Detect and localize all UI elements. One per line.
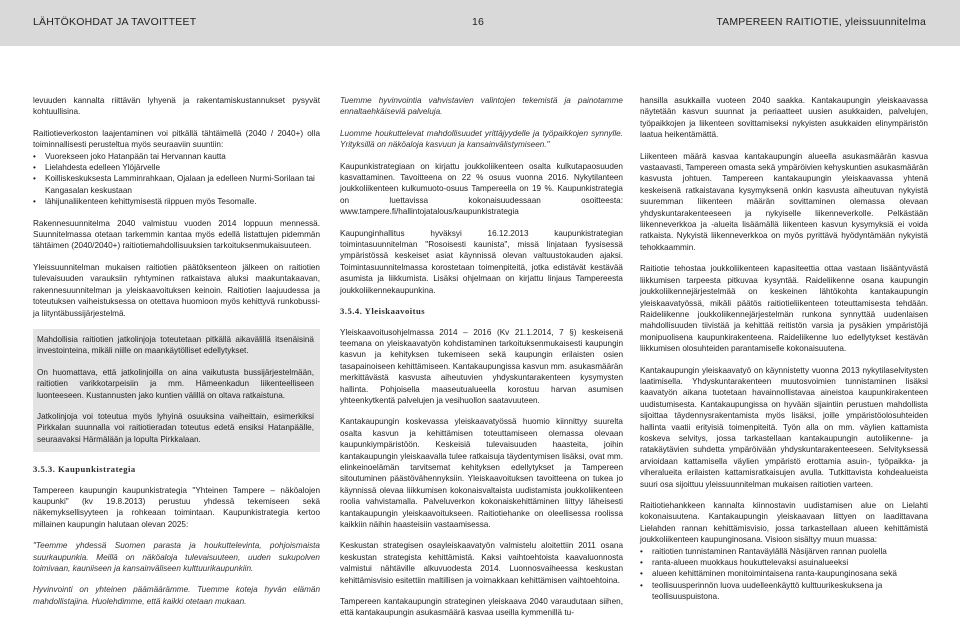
list-item: • Lielahdesta edelleen Ylöjärvelle [33, 162, 320, 173]
list-item: • alueen kehittäminen monitoimintaisena ranta-kaupunginosana sekä [640, 568, 928, 579]
paragraph: Raitiotieverkoston laajentaminen voi pitkällä tähtäimellä (2040 / 2040+) olla toiminnallisesti perusteltua myös seuraaviin suuntiin: [33, 128, 320, 150]
quote: "Teemme yhdessä Suomen parasta ja houkuttelevinta, pohjoismaista suurkaupunkia. Meillä on näköaloja tulevaisuuteen, uuden sukupolven toimivaan, kauniiseen ja kansainväliseen kulttuurikaupunkiin. [33, 541, 320, 573]
text-column-1 [33, 95, 320, 617]
paragraph: Tampereen kaupungin kaupunkistrategia "Yhteinen Tampere – näköalojen kaupunki" (kv 19.8.2013) perustuu yhdessä tekemiseen sekä näkemyksellisyyteen ja rohkeaan toimintaan. Kaupunkistrategia kertoo millainen kaupungin halutaan olevan 2025: [33, 485, 320, 529]
paragraph: Raitiotiehankkeen kannalta kiinnostavin uudistamisen alue on Lielahti kokonaisuutena. Kantakaupungin yleiskaavaan liittyen on laadittavana Lielahden rannan kehittämisvisio, jossa tarkastellaan alueen kehittämistä joukkoliikenteen kaupunginosana. Visioon sisältyy muun muassa: [640, 501, 928, 545]
highlight-box [33, 329, 320, 452]
paragraph: Keskustan strategisen osayleiskaavatyön valmistelu aloitettiin 2011 osana keskustan strategista kehittämistä. Kaksi vaihtoehtoista kaavaluonnosta valmistui nähtäville alkuvuodesta 2014. Luonnosvaiheessa keskustan kehittämisvisio esitettiin maltillisen ja voimakkaan kehittämisen vaihtoehtoina. [340, 541, 623, 585]
paragraph: levuuden kannalta riittävän lyhyenä ja rakentamiskustannukset pysyvät kohtuullisina. [33, 96, 320, 117]
box-paragraph: On huomattava, että jatkolinjoilla on aina vaikutusta bussijärjestelmään, raitiotien varikkotarpeisiin ja mm. Hämeenkadun liikenteelliseen luonteeseen. Kustannusten jako kuntien välillä on oltava ratkaistuna. [37, 367, 314, 400]
section-heading: 3.5.3. Kaupunkistrategia [33, 464, 136, 475]
document-title: TAMPEREEN RAITIOTIE, yleissuunnitelma [716, 16, 926, 28]
paragraph: hansilla asukkailla vuoteen 2040 saakka. Kantakaupungin yleiskaavassa näytetään kasvun suunnat ja periaatteet uusien asukkaiden, palvelujen, työpaikkojen ja liikenteen sovittamiseksi nykyisten asukkaiden elinympäristön laatua heikentämättä. [640, 96, 928, 140]
list-item: • lähijunaliikenteen kehittymisestä riippuen myös Tesomalle. [33, 196, 320, 207]
section-heading: 3.5.4. Yleiskaavoitus [340, 306, 426, 317]
list-item: • Koilliskeskuksesta Lamminrahkaan, Ojalaan ja edelleen Nurmi-Sorilaan tai Kangasalan keskustaan [33, 173, 320, 196]
list-item: • ranta-alueen muokkaus houkuttelevaksi asuinalueeksi [640, 557, 928, 568]
paragraph: Raitiotie tehostaa joukkoliikenteen kapasiteettia ottaa vastaan lisääntyvästä liikkumisen tarpeesta pitkuvaa kysyntää. Raideliikenne osana kaupungin joukkoliikennejärjestelmää on keskeinen lähtökohta kantakaupungin yleiskaavatyössä, mikäli päätös raitiotieliikenteen toteuttamisesta tehdään. Raideliikenne joukkoliikennejärjestelmän runkona synnyttää uudenlaisen mahdollisuuden tiivistää ja kehittää reitistön varsia ja pysäkien ympäristöjä monipuolisena kaupunkirakenteena. Raideliikenne luo edellytykset kestävän liikkumisen olosuhteiden parantamiselle kokonaisuutena. [640, 264, 928, 354]
paragraph: Rakennesuunnitelma 2040 valmistuu vuoden 2014 loppuun mennessä. Suunnitelmassa otetaan tarkemmin kantaa myös edellä listattujen pidemmän tähtäimen (2040/2040+) raitiotiemahdollisuuksien tarkoituksenmukaisuuteen. [33, 218, 320, 251]
paragraph: Liikenteen määrä kasvaa kantakaupungin alueella asukasmäärän kasvua vastaavasti, Tampereen omasta sekä ympäröivien kehyskuntien asukasmäärän kasvusta johtuen. Tampereen kantakaupungin yleiskaavassa yhtenä keskeisenä ratkaistavana kysymyksenä onkin kasvusta aiheutuvan nykyistä suuremman liikenteen määrän sovittaminen olemassa olevaan yhdyskuntarakenteeseen ja nykyiselle liikenneverkolle. Pelkästään liikenneverkkoa ja -alueita lisäämällä liikenteen kasvun kysymyksiä ei voida ratkaista. Nykyistä liikenneverkkoa on myös pyrittävä hyödyntämään nykyistä tehokkaammin. [640, 151, 928, 252]
list-item: • raitiotien tunnistaminen Rantaväylällä Näsijärven rannan puolella [640, 546, 928, 557]
paragraph: Kaupunginhallitus hyväksyi 16.12.2013 kaupunkistrategian toimintasuunnitelman "Rosoisesti kaunista", missä linjataan fyysisessä ympäristössä keskeiset asiat käynnissä olevan valtuustokauden ajaksi. Toimintasuunnitelmassa korostetaan toimenpiteitä, jotka edistävät kestävää asumista ja liikkumista. Lisäksi ohjelmaan on kirjattu linjaus Tampereesta joukkoliikennekaupunkina. [340, 228, 623, 295]
quote: Hyvinvointi on yhteinen päämäärämme. Tuemme koteja hyvän elämän mahdollistajina. Huolehdimme, että kaikki otetaan mukaan. [33, 585, 320, 606]
paragraph: Kantakaupungin koskevassa yleiskaavatyössä huomio kiinnittyy suurelta osalta kasvun ja kehittämisen toteuttamiseen olemassa olevaan kaupunkiympäristöön. Keskeisiä tulevaisuuden haasteita, joihin kantakaupungin yleiskaavalla tulee ratkaisuja täydentymisen lisäksi, ovat mm. elinkeinoelämän tarvitsemat kehityksen edellytykset ja Tampereen sitoutuminen päästövähennyksiin. Yleiskaavoituksen tavoitteena on tukea jo käynnissä olevaa liikkumisen kokonaisvaltaista uudistamista joukkoliikenteen roolia vahvistamalla. Palveluverkon kokonaiskehittäminen liittyy läheisesti kantakaupungin yleiskaavoitukseen. Raitiotiehanke on oleellisessa roolissa kaikkiin näihin haasteisiin vastaamisessa. [340, 417, 623, 529]
vision-list [640, 546, 928, 603]
list-item: • Vuorekseen joko Hatanpään tai Hervannan kautta [33, 151, 320, 162]
quote: Luomme houkuttelevat mahdollisuudet yrittäjyydelle ja työpaikkojen synnylle. Yrityksillä on näköaloja kasvuun ja kansainvälistymiseen." [340, 128, 623, 150]
chapter-title: LÄHTÖKOHDAT JA TAVOITTEET [33, 16, 197, 28]
text-column-3 [640, 95, 928, 613]
extension-directions-list [33, 151, 320, 208]
box-paragraph: Jatkolinjoja voi toteutua myös lyhyinä osuuksina vaiheittain, esimerkiksi Pirkkalan suunnalla voi raitiotieradan toteutus edetä ensiksi Hatanpäälle, seuraavaksi Härmälään ja lopulta Pirkkalaan. [37, 411, 314, 444]
paragraph: Kantakaupungin yleiskaavatyö on käynnistetty vuonna 2013 nykytilaselvitysten laatimisella. Yhdyskuntarakenteen muutosvoimien tunnistaminen lisäksi kaavatyön aikana tuotetaan havainnollistavaa aineistoa kaupunkirakenteen uudistumisesta. Kantakaupungissa on hyvään sijaintiin perustuen mahdollista sijoittaa täydennysrakentamista myös lisäksi, joille ympäristöolosuhteiden hallinta vaatii erityisiä toimenpiteitä. Työn alla on mm. väylien kattamista koskeva selvitys, jossa tarkastellaan kantakaupungin autoliikenne- ja ratakäytävien suhdetta ympäröivään yhdyskuntarakenteeseen. Selvityksessä arvioidaan kattamisella väylien ympäristö erottamia asuin-, työpaikka- ja viheralueita erilaisten kattamisratkaisujen avulla. Tutkittavista kohdealueista suuri osa sijoittuu yleissuunnitelman mukaisen raitiotien varteen. [640, 365, 928, 489]
box-paragraph: Mahdollisia raitiotien jatkolinjoja toteutetaan pitkällä aikavälillä itsenäisinä investointeina, mikäli niille on maankäytölliset edellytykset. [37, 334, 314, 356]
paragraph: Tampereen kantakaupungin strateginen yleiskaava 2040 varaudutaan siihen, että kantakaupungin asukasmäärä kasvaa useilla kymmenillä tu- [340, 597, 623, 618]
page-header [0, 0, 960, 46]
paragraph: Yleissuunnitelman mukaisen raitiotien päätöksenteon jälkeen on raitiotien tulevaisuuden varauksiin ryhtyminen ratkaistava aluksi maakuntakaavan, rakennesuunnitelman ja yleiskaavoituksen keinoin. Raitiotien laajuudessa ja toteutuksen vaiheistuksessa on otettava huomioon myös kehittyvä runkobussi- ja liityntäbussijärjestelmä. [33, 262, 320, 318]
paragraph: Yleiskaavoitusohjelmassa 2014 – 2016 (Kv 21.1.2014, 7 §) keskeisenä teemana on yleiskaavatyön kohdistaminen tarkoituksenmukaisesti kaupungin kasvun ja kehityksen tukemiseen sekä kaupungin erilaisten osien tasapainoiseen kehittämiseen. Kantakaupungissa kasvun mm. asukasmäärän merkittävästä kasvusta aiheutuvien yhdyskuntarakenteen kysymysten hallinta. Pohjoisella maaseutualueella korostuu harvan asumisen yhteenkytkentä palvelujen ja vesihuollon saatavuuteen. [340, 327, 623, 405]
paragraph: Kaupunkistrategiaan on kirjattu joukkoliikenteen osalta kulkutapaosuuden kasvattaminen. Tavoitteena on 22 % osuus vuonna 2016. Nykytilanteen joukkoliikenteen kulkumuoto-osuus Tampereella on 19 %. Kaupunkistrategia on luettavissa kokonaisuudessaan osoitteesta: www.tampere.fi/hallintojatalous/kaupunkistrategia [340, 161, 623, 217]
list-item: • teollisuusperinnön luova uudelleenkäyttö kulttuurikeskuksena ja teollisuuspuistona. [640, 580, 928, 603]
quote: Tuemme hyvinvointia vahvistavien valintojen tekemistä ja painotamme ennaltaehkäiseviä palveluja. [340, 96, 623, 117]
text-column-2 [340, 95, 623, 629]
page-number: 16 [472, 16, 485, 28]
